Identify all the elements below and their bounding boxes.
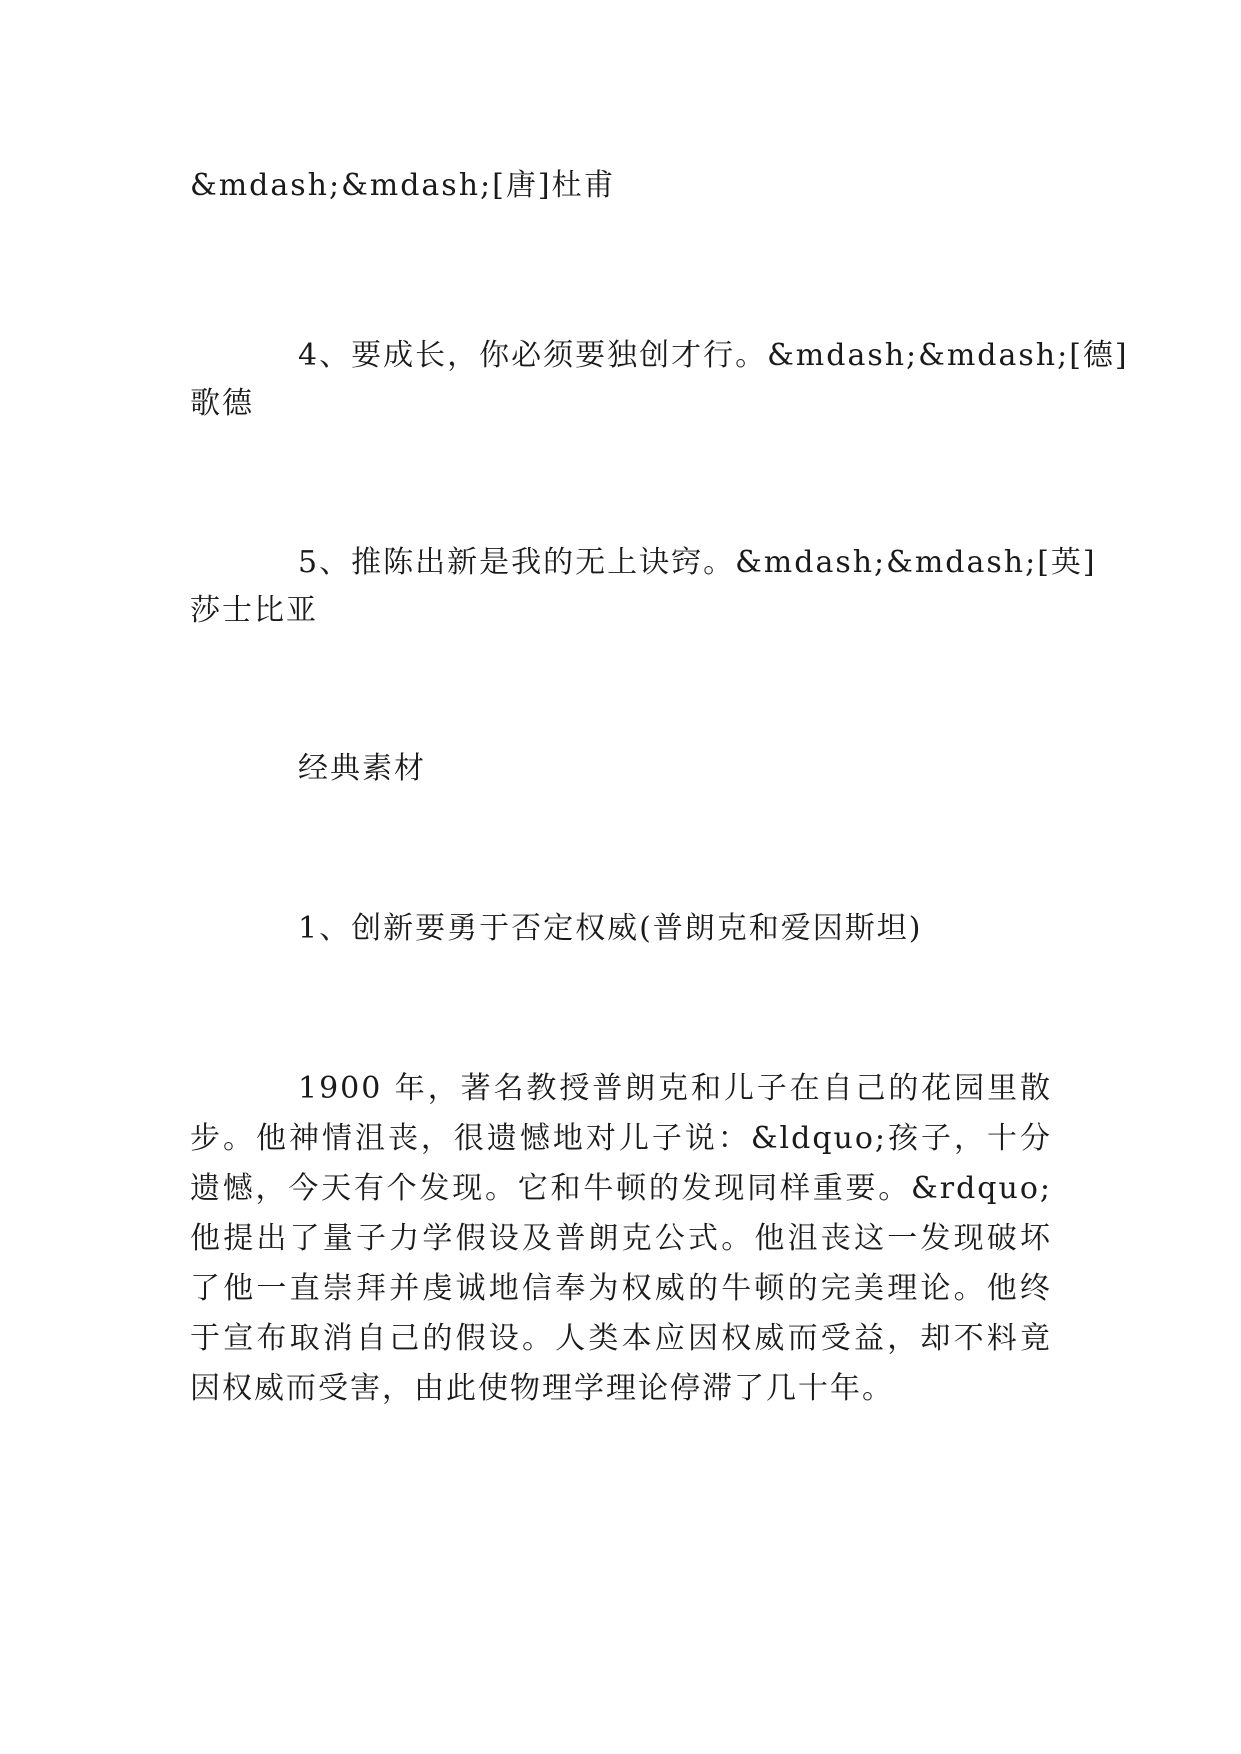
paragraph-line: 了他一直崇拜并虔诚地信奉为权威的牛顿的完美理论。他终	[190, 1271, 1052, 1306]
quote-4-line-1: 4、要成长，你必须要独创才行。&mdash;&mdash;[德]	[298, 338, 1129, 373]
paragraph-line: 他提出了量子力学假设及普朗克公式。他沮丧这一发现破坏	[190, 1221, 1052, 1256]
section-heading: 经典素材	[298, 751, 426, 786]
paragraph-line: 于宣布取消自己的假设。人类本应因权威而受益，却不料竟	[190, 1321, 1052, 1356]
material-1-title: 1、创新要勇于否定权威(普朗克和爱因斯坦)	[298, 911, 923, 946]
quote-4-line-2: 歌德	[190, 386, 254, 421]
quote-attribution-du-fu: &mdash;&mdash;[唐]杜甫	[190, 168, 616, 203]
quote-5-line-2: 莎士比亚	[190, 593, 318, 628]
paragraph-line: 遗憾，今天有个发现。它和牛顿的发现同样重要。&rdquo;	[190, 1171, 1052, 1206]
quote-5-line-1: 5、推陈出新是我的无上诀窍。&mdash;&mdash;[英]	[298, 545, 1097, 580]
paragraph-line: 1900 年，著名教授普朗克和儿子在自己的花园里散	[298, 1071, 1052, 1106]
paragraph-line: 步。他神情沮丧，很遗憾地对儿子说：&ldquo;孩子，十分	[190, 1121, 1052, 1156]
paragraph-line: 因权威而受害，由此使物理学理论停滞了几十年。	[190, 1371, 894, 1406]
